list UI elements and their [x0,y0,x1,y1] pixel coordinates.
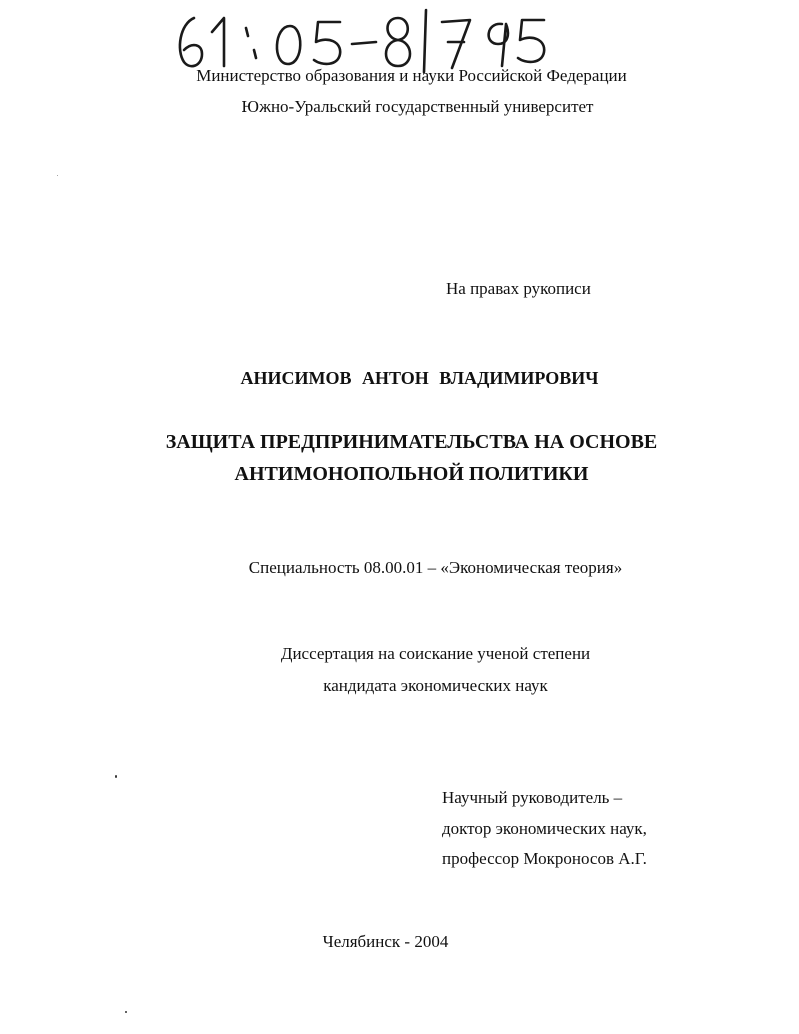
supervisor-name: профессор Мокроносов А.Г. [442,849,647,868]
university-name: Южно-Уральский государственный университет [241,97,594,116]
scan-speck [57,175,58,176]
dissertation-degree-line-1: Диссертация на соискание ученой степени [280,644,591,663]
manuscript-note: На правах рукописи [446,279,591,298]
thesis-title-line-2: АНТИМОНОПОЛЬНОЙ ПОЛИТИКИ [234,463,589,485]
thesis-title-line-1: ЗАЩИТА ПРЕДПРИНИМАТЕЛЬСТВА НА ОСНОВЕ [165,431,658,453]
author-name: АНИСИМОВ АНТОН ВЛАДИМИРОВИЧ [240,368,599,388]
supervisor-degree: доктор экономических наук, [442,819,647,838]
speciality: Специальность 08.00.01 – «Экономическая теория» [248,558,623,577]
dissertation-degree-line-2: кандидата экономических наук [323,676,548,695]
scan-speck [115,775,117,778]
ministry-name: Министерство образования и науки Российской Федерации [196,66,627,85]
city-year: Челябинск - 2004 [322,932,449,951]
scan-speck [125,1011,127,1013]
supervisor-role: Научный руководитель – [442,788,623,807]
